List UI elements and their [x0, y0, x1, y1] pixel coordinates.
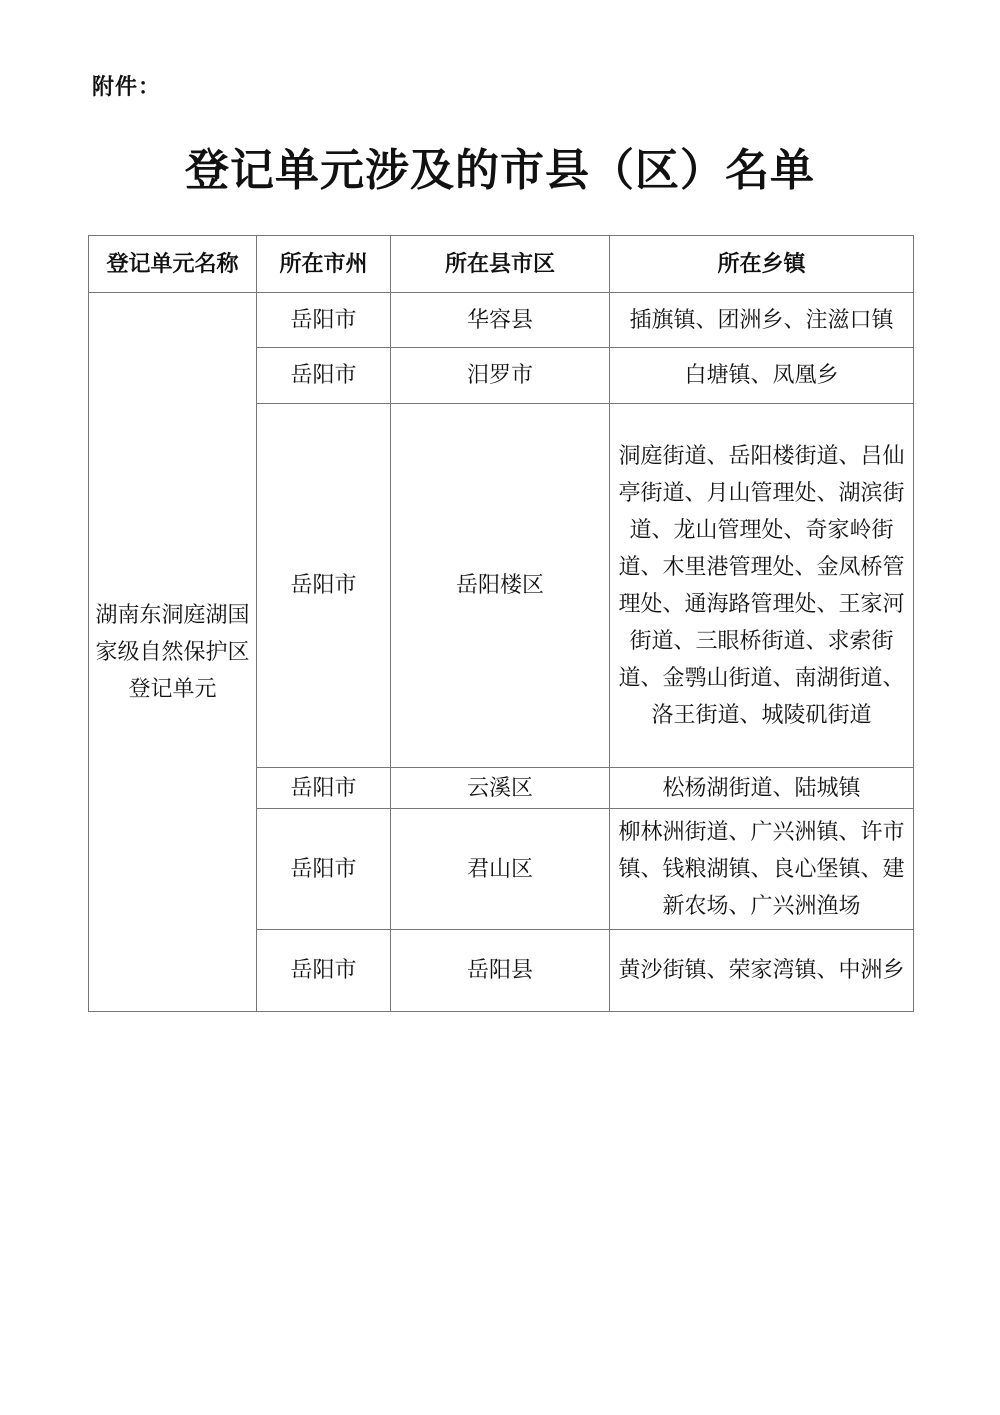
city-cell: 岳阳市	[257, 293, 391, 348]
county-cell: 汨罗市	[391, 348, 610, 404]
county-cell: 岳阳县	[391, 930, 610, 1012]
towns-cell: 洞庭街道、岳阳楼街道、吕仙亭街道、月山管理处、湖滨街道、龙山管理处、奇家岭街道、木里港管理处、金凤桥管理处、通海路管理处、王家河街道、三眼桥街道、求索街道、金鹗山街道、南湖街道、洛王街道、城陵矶街道	[610, 404, 914, 768]
county-cell: 君山区	[391, 809, 610, 930]
city-cell: 岳阳市	[257, 809, 391, 930]
city-cell: 岳阳市	[257, 404, 391, 768]
city-cell: 岳阳市	[257, 348, 391, 404]
towns-cell: 黄沙街镇、荣家湾镇、中洲乡	[610, 930, 914, 1012]
city-cell: 岳阳市	[257, 768, 391, 809]
county-cell: 云溪区	[391, 768, 610, 809]
towns-cell: 插旗镇、团洲乡、注滋口镇	[610, 293, 914, 348]
unit-name-cell: 湖南东洞庭湖国家级自然保护区登记单元	[89, 293, 257, 1012]
county-cell: 岳阳楼区	[391, 404, 610, 768]
header-county: 所在县市区	[391, 236, 610, 293]
header-city: 所在市州	[257, 236, 391, 293]
header-unit-name: 登记单元名称	[89, 236, 257, 293]
header-towns: 所在乡镇	[610, 236, 914, 293]
towns-cell: 白塘镇、凤凰乡	[610, 348, 914, 404]
page-title: 登记单元涉及的市县（区）名单	[185, 145, 815, 196]
towns-cell: 柳林洲街道、广兴洲镇、许市镇、钱粮湖镇、良心堡镇、建新农场、广兴洲渔场	[610, 809, 914, 930]
attachment-label: 附件：	[92, 75, 162, 100]
city-cell: 岳阳市	[257, 930, 391, 1012]
table-row	[89, 293, 914, 348]
towns-cell: 松杨湖街道、陆城镇	[610, 768, 914, 809]
county-cell: 华容县	[391, 293, 610, 348]
table-header-row	[89, 236, 914, 293]
registration-table	[88, 235, 914, 1012]
